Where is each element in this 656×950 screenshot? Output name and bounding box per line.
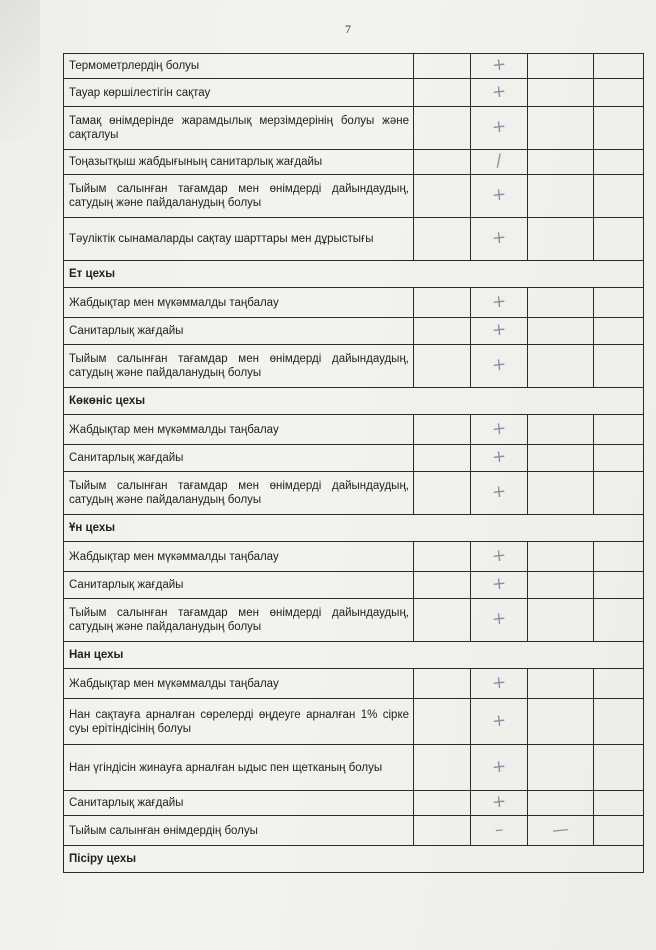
extra-mark-cell [528, 599, 594, 642]
empty-cell [414, 599, 471, 642]
empty-cell [414, 816, 471, 846]
section-header-row [64, 515, 644, 542]
handwritten-mark: + [490, 573, 508, 595]
empty-cell [594, 816, 644, 846]
requirement-label: Тамақ өнімдерінде жарамдылық мерзімдерінің болуы және сақталуы [64, 107, 414, 150]
handwritten-mark: + [490, 608, 508, 630]
empty-cell [414, 318, 471, 345]
requirement-label: Нан сақтауға арналған сөрелерді өңдеуге арналған 1% сірке суы ерітіндісінің болуы [64, 699, 414, 745]
compliance-cell [471, 107, 528, 150]
requirement-label: Тауар көршілестігін сақтау [64, 79, 414, 107]
handwritten-mark: + [490, 227, 508, 249]
handwritten-mark: + [490, 80, 508, 103]
requirement-label: Тәуліктік сынамаларды сақтау шарттары мен дұрыстығы [64, 218, 414, 261]
checklist-row [64, 745, 644, 791]
requirement-label: Нан үгіндісін жинауға арналған ыдыс пен щетканың болуы [64, 745, 414, 791]
compliance-cell [471, 745, 528, 791]
compliance-cell [471, 288, 528, 318]
handwritten-mark: + [490, 446, 508, 468]
empty-cell [414, 79, 471, 107]
compliance-cell [471, 572, 528, 599]
handwritten-mark: / [495, 150, 503, 172]
requirement-label: Санитарлық жағдайы [64, 791, 414, 816]
extra-mark-cell [528, 472, 594, 515]
inspection-checklist-table [63, 53, 644, 873]
empty-cell [594, 669, 644, 699]
page-number: 7 [345, 22, 351, 36]
checklist-row [64, 345, 644, 388]
compliance-cell [471, 150, 528, 175]
compliance-cell [471, 318, 528, 345]
requirement-label: Тыйым салынған тағамдар мен өнімдерді дайындаудың, сатудың және пайдаланудың болуы [64, 599, 414, 642]
checklist-row [64, 572, 644, 599]
compliance-cell [471, 816, 528, 846]
compliance-cell [471, 345, 528, 388]
checklist-row [64, 472, 644, 515]
empty-cell [594, 150, 644, 175]
checklist-row [64, 54, 644, 79]
section-title: Пісіру цехы [64, 846, 644, 873]
empty-cell [594, 791, 644, 816]
handwritten-mark: + [490, 544, 508, 567]
empty-cell [414, 791, 471, 816]
checklist-row [64, 150, 644, 175]
page-fold-shadow [0, 0, 40, 140]
empty-cell [594, 542, 644, 572]
requirement-label: Тыйым салынған тағамдар мен өнімдерді дайындаудың, сатудың және пайдаланудың болуы [64, 175, 414, 218]
requirement-label: Санитарлық жағдайы [64, 318, 414, 345]
handwritten-mark: + [490, 116, 508, 138]
empty-cell [594, 599, 644, 642]
empty-cell [594, 572, 644, 599]
section-title: Ұн цехы [64, 515, 644, 542]
empty-cell [414, 345, 471, 388]
empty-cell [414, 445, 471, 472]
handwritten-mark: + [490, 354, 508, 376]
compliance-cell [471, 791, 528, 816]
requirement-label: Тоңазытқыш жабдығының санитарлық жағдайы [64, 150, 414, 175]
compliance-cell [471, 415, 528, 445]
handwritten-mark: + [490, 755, 508, 778]
extra-mark-cell [528, 345, 594, 388]
section-title: Ет цехы [64, 261, 644, 288]
section-header-row [64, 846, 644, 873]
checklist-row [64, 175, 644, 218]
empty-cell [414, 669, 471, 699]
compliance-cell [471, 669, 528, 699]
extra-mark-cell [528, 445, 594, 472]
extra-mark-cell [528, 699, 594, 745]
empty-cell [414, 745, 471, 791]
section-title: Көкөніс цехы [64, 388, 644, 415]
extra-mark-cell [528, 318, 594, 345]
checklist-row [64, 107, 644, 150]
checklist-row [64, 79, 644, 107]
extra-mark-cell [528, 79, 594, 107]
handwritten-mark: + [490, 481, 508, 503]
compliance-cell [471, 175, 528, 218]
handwritten-mark: + [490, 671, 508, 694]
checklist-row [64, 699, 644, 745]
extra-mark-cell [528, 175, 594, 218]
empty-cell [594, 345, 644, 388]
requirement-label: Жабдықтар мен мүкәммалды таңбалау [64, 669, 414, 699]
checklist-row [64, 669, 644, 699]
empty-cell [594, 472, 644, 515]
requirement-label: Термометрлердің болуы [64, 54, 414, 79]
requirement-label: Жабдықтар мен мүкәммалды таңбалау [64, 542, 414, 572]
checklist-row [64, 791, 644, 816]
handwritten-mark: + [490, 184, 508, 206]
checklist-row [64, 415, 644, 445]
handwritten-mark: + [490, 417, 508, 440]
requirement-label: Тыйым салынған тағамдар мен өнімдерді дайындаудың, сатудың және пайдаланудың болуы [64, 345, 414, 388]
empty-cell [414, 54, 471, 79]
extra-mark-cell [528, 572, 594, 599]
compliance-cell [471, 472, 528, 515]
compliance-cell [471, 599, 528, 642]
empty-cell [414, 150, 471, 175]
compliance-cell [471, 445, 528, 472]
checklist-row [64, 318, 644, 345]
handwritten-mark: + [490, 709, 508, 732]
empty-cell [414, 542, 471, 572]
empty-cell [594, 175, 644, 218]
checklist-row [64, 599, 644, 642]
checklist-body [64, 54, 644, 873]
handwritten-mark: + [490, 319, 508, 341]
empty-cell [414, 288, 471, 318]
extra-mark-cell [528, 542, 594, 572]
extra-mark-cell [528, 669, 594, 699]
empty-cell [594, 745, 644, 791]
extra-mark-cell [528, 54, 594, 79]
empty-cell [414, 472, 471, 515]
empty-cell [594, 54, 644, 79]
checklist-row [64, 816, 644, 846]
section-header-row [64, 261, 644, 288]
handwritten-dash: — [551, 818, 570, 841]
empty-cell [594, 318, 644, 345]
empty-cell [594, 288, 644, 318]
empty-cell [594, 107, 644, 150]
compliance-cell [471, 542, 528, 572]
extra-mark-cell [528, 107, 594, 150]
checklist-row [64, 542, 644, 572]
empty-cell [594, 415, 644, 445]
extra-mark-cell [528, 791, 594, 816]
empty-cell [414, 175, 471, 218]
requirement-label: Жабдықтар мен мүкәммалды таңбалау [64, 415, 414, 445]
section-header-row [64, 388, 644, 415]
empty-cell [414, 218, 471, 261]
handwritten-mark: + [490, 54, 508, 76]
empty-cell [414, 572, 471, 599]
checklist-row [64, 288, 644, 318]
extra-mark-cell [528, 816, 594, 846]
requirement-label: Санитарлық жағдайы [64, 572, 414, 599]
empty-cell [594, 699, 644, 745]
extra-mark-cell [528, 288, 594, 318]
empty-cell [594, 218, 644, 261]
extra-mark-cell [528, 150, 594, 175]
extra-mark-cell [528, 218, 594, 261]
requirement-label: Санитарлық жағдайы [64, 445, 414, 472]
section-title: Нан цехы [64, 642, 644, 669]
requirement-label: Жабдықтар мен мүкәммалды таңбалау [64, 288, 414, 318]
extra-mark-cell [528, 415, 594, 445]
compliance-cell [471, 699, 528, 745]
extra-mark-cell [528, 745, 594, 791]
handwritten-mark: – [493, 819, 505, 840]
handwritten-mark: + [490, 791, 508, 813]
compliance-cell [471, 218, 528, 261]
empty-cell [594, 79, 644, 107]
requirement-label: Тыйым салынған тағамдар мен өнімдерді дайындаудың, сатудың және пайдаланудың болуы [64, 472, 414, 515]
requirement-label: Тыйым салынған өнімдердің болуы [64, 816, 414, 846]
empty-cell [414, 107, 471, 150]
handwritten-mark: + [490, 290, 508, 313]
section-header-row [64, 642, 644, 669]
compliance-cell [471, 79, 528, 107]
checklist-row [64, 445, 644, 472]
empty-cell [414, 415, 471, 445]
checklist-row [64, 218, 644, 261]
compliance-cell [471, 54, 528, 79]
empty-cell [414, 699, 471, 745]
empty-cell [594, 445, 644, 472]
